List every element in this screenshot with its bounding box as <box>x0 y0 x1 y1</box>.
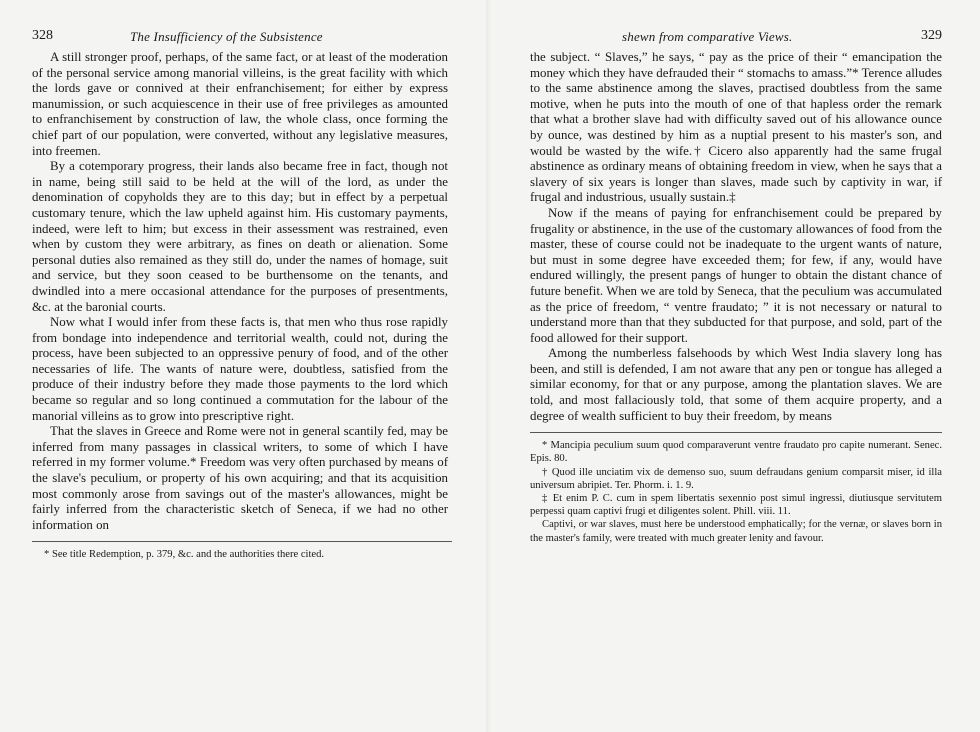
running-title: shewn from comparative Views. <box>622 29 793 44</box>
page-number: 329 <box>921 28 942 43</box>
page-gutter <box>486 0 492 732</box>
page-number: 328 <box>32 28 53 43</box>
footnote-rule <box>32 541 452 542</box>
body-text-left <box>32 50 448 533</box>
footnote: * See title Redemption, p. 379, &c. and the authorities there cited. <box>44 549 325 561</box>
running-head-right <box>530 28 942 50</box>
paragraph: Among the numberless falsehoods by which West India slavery long has been, and still is defended, I am not aware that any pen or tongue has alleged a similar economy, for that or any purpose, among the plantation slaves. We are told, and most fallaciously told, that some of them acquire property, and a degree of wealth sufficient to buy their freedom, by means <box>530 346 942 423</box>
paragraph: By a cotemporary progress, their lands also became free in fact, though not in name, being still said to be held at the will of the lord, as under the denomination of copyholds they are to this day; but in effect by a perpetual customary tenure, which the law upheld against him. His customary payments, indeed, were left to him; but excess in their assessment was restrained, even when by custom they were arbitrary, as fines on death or alienation. Some personal duties also remained as they still do, under the names of homage, suit and service, but they soon ceased to be burthensome on the tenants, and dwindled into a mere occasional attendance for the purposes of presentments, &c. at the baronial courts. <box>32 159 448 314</box>
footnotes-right <box>530 439 942 545</box>
paragraph: the subject. “ Slaves,” he says, “ pay as the price of their “ emancipation the money which they have defrauded their “ stomachs to amass.”* Terence alludes to the same abstinence among the slaves, practised doubtless from the same motive, when he puts into the mouth of one of that hapless order the remark that what a brother slave had with difficulty saved out of his allowance ounce by ounce, was destined by him as a nuptial present to his master's son, and would be wasted by the wife.† Cicero also apparently had the same frugal abstinence as ordinary means of obtaining freedom in view, when he says that a slavery of six years is longer than slaves, made such by captivity in war, if frugal and industrious, usually sustain.‡ <box>530 50 942 205</box>
footnote: * Mancipia peculium suum quod comparaverunt ventre fraudato pro capite numerant. Senec. Epis. 80. <box>530 440 942 465</box>
right-page <box>530 28 942 545</box>
paragraph: Now what I would infer from these facts is, that men who thus rose rapidly from bondage into independence and territorial wealth, could not, during the process, have been subjected to an oppressive penury of food, and of the other necessaries of life. The wants of nature were, doubtless, satisfied from the produce of their industry before they made those payments to the lord which became so regular and so long continued a commutation for the labour of the manorial villeins as to grow into prescriptive right. <box>32 315 448 423</box>
body-text-right <box>530 50 942 424</box>
footnote: † Quod ille unciatim vix de demenso suo, suum defraudans genium comparsit miser, id illa universum abripiet. Ter. Phorm. i. 1. 9. <box>530 466 942 491</box>
paragraph: Now if the means of paying for enfranchisement could be prepared by frugality or abstinence, in the use of the customary allowances of food from the master, these of course could not be inadequate to the urgent wants of nature, but must in some degree have exceeded them; for few, if any, would have endured willingly, the present pangs of hunger to obtain the distant chance of future benefit. When we are told by Seneca, that the peculium was accumulated as the price of freedom, “ ventre fraudato; ” it is not necessary or natural to understand more than that they subducted for that purpose, and sold, part of the food allowed for their support. <box>530 205 942 345</box>
footnote: Captivi, or war slaves, must here be understood emphatically; for the vernæ, or slaves born in the master's family, were treated with much greater lenity and favour. <box>530 519 942 544</box>
footnote: ‡ Et enim P. C. cum in spem libertatis sexennio post simul ingressi, diutiusque servitutem perpessi quam captivi frugi et diligentes solent. Phill. viii. 11. <box>530 493 942 518</box>
footnote-rule <box>530 432 942 433</box>
left-page <box>32 28 448 562</box>
running-title: The Insufficiency of the Subsistence <box>130 29 323 44</box>
footnotes-left <box>32 548 448 561</box>
running-head-left <box>32 28 448 50</box>
paragraph: That the slaves in Greece and Rome were not in general scantily fed, may be inferred from many passages in classical writers, to some of which I have referred in my former volume.* Freedom was very often purchased by means of the slave's peculium, or property of his own acquiring; and that its acquisition most commonly arose from savings out of the master's allowances, might be fairly inferred from the characteristic sketch of Seneca, if we had no other information on <box>32 424 448 532</box>
paragraph: A still stronger proof, perhaps, of the same fact, or at least of the moderation of the personal service among manorial villeins, is the great facility with which the lords gave or connived at their enfranchisement; for either by express manumission, or such acquiescence in their use of free privileges as amounted to enfranchisement by construction of law, the whole class, once forming the chief part of our population, were converted, without any legislative measures, into freemen. <box>32 50 448 158</box>
